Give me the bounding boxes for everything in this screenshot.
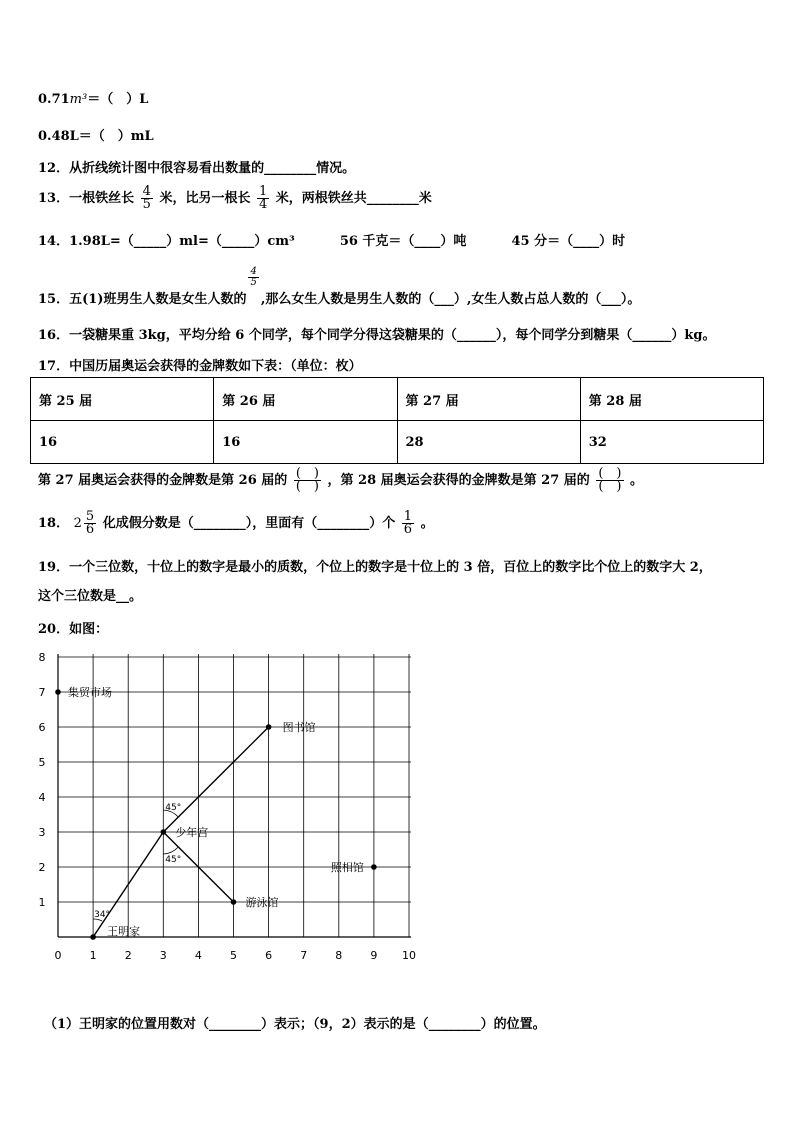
x-tick-label: 10 (402, 949, 416, 962)
x-tick-label: 8 (335, 949, 343, 962)
table-cell: 32 (580, 421, 763, 464)
x-tick-label: 9 (370, 949, 378, 962)
question-12: 12．从折线统计图中很容易看出数量的________情况。 (38, 161, 356, 176)
unit-m3: m³ (69, 92, 88, 107)
line-l-to-ml: 0.48L＝（ ）mL (38, 129, 154, 144)
table-row (31, 378, 764, 421)
y-tick-label: 6 (38, 721, 46, 734)
fraction-1-4: $\frac{1}{4}$ (258, 184, 268, 212)
x-tick-label: 1 (89, 949, 97, 962)
question-20: 20．如图： (38, 622, 109, 637)
x-tick-label: 0 (54, 949, 62, 962)
table-header-cell: 第 28 届 (580, 378, 763, 421)
y-tick-label: 2 (38, 861, 46, 874)
location-label: 少年宫 (175, 826, 209, 839)
angle-arc (163, 847, 178, 854)
table-row (31, 421, 764, 464)
medal-table (30, 377, 764, 464)
table-cell: 16 (31, 421, 214, 464)
table-cell: 16 (214, 421, 397, 464)
x-tick-label: 7 (300, 949, 308, 962)
table-header-cell: 第 27 届 (397, 378, 580, 421)
location-label: 游泳馆 (245, 896, 279, 909)
y-tick-label: 8 (38, 651, 46, 664)
location-point (161, 829, 167, 835)
question-13: 13．一根铁丝长 $\frac{4}{5}$ 米，比另一根长 $\frac{1}{4}$ 米，两根铁丝共________米 (38, 184, 432, 212)
coordinate-grid-chart (30, 645, 430, 965)
x-tick-label: 6 (265, 949, 273, 962)
question-18: 18． 2 $\frac{5}{6}$ 化成假分数是（________），里面有（________）个 $\frac{1}{6}$ 。 (38, 509, 434, 537)
location-point (55, 689, 61, 695)
location-point (231, 899, 237, 905)
fraction-4-5-small: $\frac{4}{5}$ (250, 266, 257, 288)
question-17: 17．中国历届奥运会获得的金牌数如下表：（单位：枚） (38, 359, 362, 374)
route-segment (163, 727, 268, 832)
blank-fraction: $\frac{( )}{( )}$ (295, 466, 319, 494)
angle-label: 45° (165, 803, 182, 813)
angle-label: 45° (165, 855, 182, 865)
angle-label: 34° (94, 910, 111, 920)
question-17-sentence: 第 27 届奥运会获得的金牌数是第 26 届的 $\frac{( )}{( )}$ ，第 28 届奥运会获得的金牌数是第 27 届的 $\frac{( )}{( )}$ 。 (38, 466, 644, 494)
blank-fraction: $\frac{( )}{( )}$ (598, 466, 622, 494)
y-tick-label: 7 (38, 686, 46, 699)
x-tick-label: 3 (159, 949, 167, 962)
location-point (371, 864, 377, 870)
location-point (266, 724, 272, 730)
fraction-5-6: $\frac{5}{6}$ (85, 509, 95, 537)
location-label: 照相馆 (330, 861, 364, 874)
question-19-line2: 这个三位数是__。 (38, 589, 143, 604)
x-tick-label: 2 (124, 949, 132, 962)
fraction-1-6: $\frac{1}{6}$ (403, 509, 413, 537)
table-header-cell: 第 26 届 (214, 378, 397, 421)
angle-marks (93, 803, 181, 921)
table-cell: 28 (397, 421, 580, 464)
location-points (55, 685, 377, 940)
y-tick-label: 4 (38, 791, 46, 804)
location-label: 图书馆 (282, 721, 316, 734)
y-tick-label: 3 (38, 826, 46, 839)
question-14: 14．1.98L=（_____）ml=（_____）cm³ 56 千克＝（____）吨 45 分＝（____）时 (38, 234, 626, 249)
y-tick-label: 1 (38, 896, 46, 909)
y-tick-label: 5 (38, 756, 46, 769)
question-16: 16．一袋糖果重 3kg，平均分给 6 个同学，每个同学分得这袋糖果的（______），每个同学分到糖果（______）kg。 (38, 328, 716, 343)
question-15: 15．五(1)班男生人数是女生人数的 $\frac{4}{5}$ ,那么女生人数是男生人数的（___）,女生人数占总人数的（___）。 (38, 266, 641, 307)
table-header-cell: 第 25 届 (31, 378, 214, 421)
question-20-part1: （1）王明家的位置用数对（________）表示；（9，2）表示的是（________）的位置。 (44, 1017, 546, 1032)
fraction-4-5: $\frac{4}{5}$ (142, 184, 151, 212)
location-label: 王明家 (107, 925, 141, 938)
location-label: 集贸市场 (68, 686, 112, 699)
question-19-line1: 19．一个三位数，十位上的数字是最小的质数，个位上的数字是十位上的 3 倍，百位上的数字比个位上的数字大 2， (38, 560, 712, 575)
location-point (90, 934, 96, 940)
x-tick-label: 5 (230, 949, 237, 962)
line-m3-to-l: 0.71m³＝（ ）L (38, 92, 149, 107)
x-tick-label: 4 (194, 949, 202, 962)
